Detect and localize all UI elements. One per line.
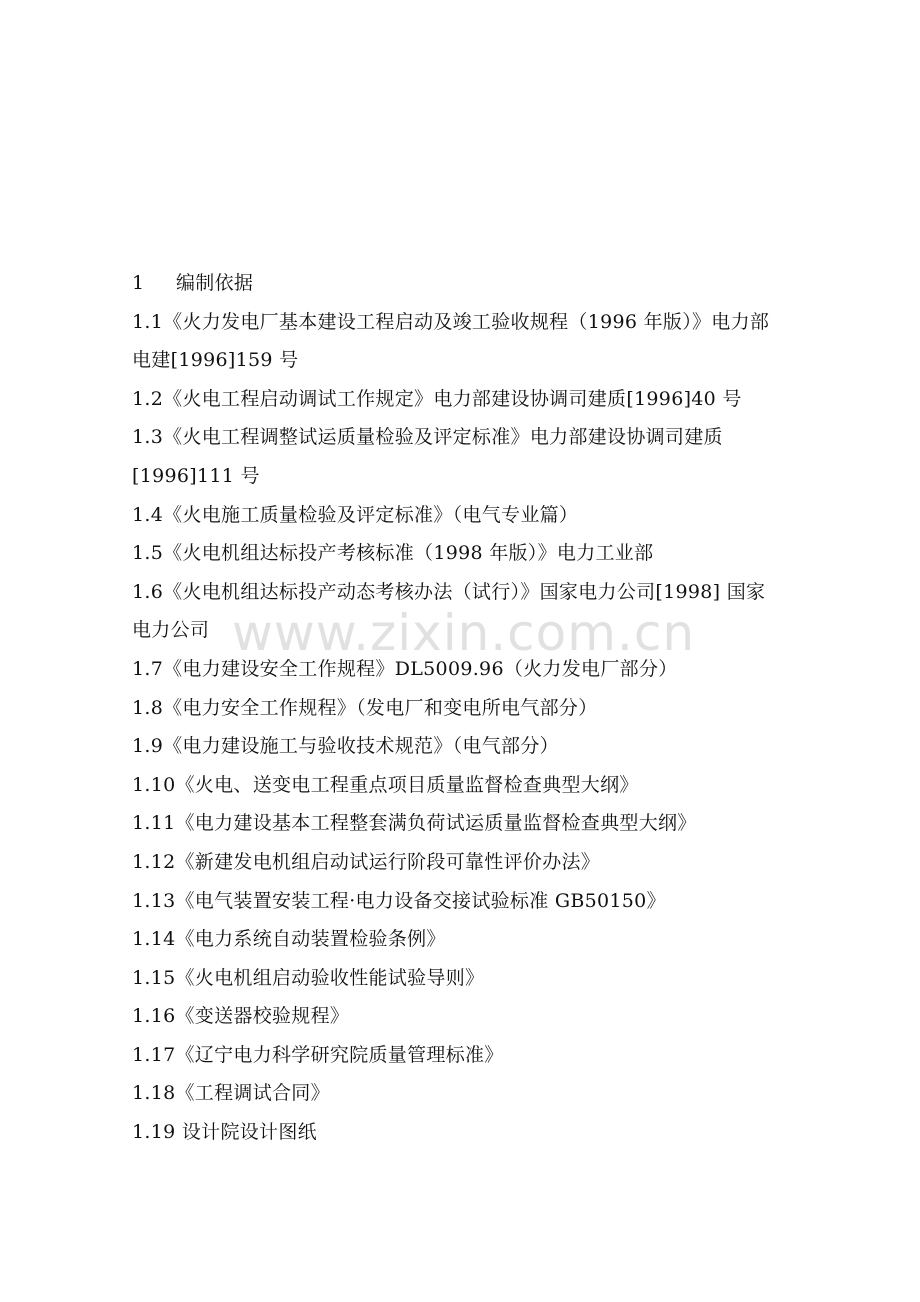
reference-line: 1.14《电力系统自动装置检验条例》 [132, 928, 446, 951]
section-heading [132, 264, 842, 303]
reference-line: 1.10《火电、送变电工程重点项目质量监督检查典型大纲》 [132, 773, 639, 796]
reference-line: 1.7《电力建设安全工作规程》DL5009.96（火力发电厂部分） [132, 657, 678, 680]
watermark: www.zixin.com.cn [232, 604, 696, 662]
reference-line: 1.11《电力建设基本工程整套满负荷试运质量监督检查典型大纲》 [132, 812, 697, 835]
reference-line: 1.19 设计院设计图纸 [132, 1121, 317, 1144]
reference-line: 1.4《火电施工质量检验及评定标准》（电气专业篇） [132, 503, 579, 526]
reference-line: 1.8《电力安全工作规程》（发电厂和变电所电气部分） [132, 696, 598, 719]
reference-line: 1.5《火电机组达标投产考核标准（1998 年版）》电力工业部 [132, 542, 654, 565]
reference-line: 1.9《电力建设施工与验收技术规范》（电气部分） [132, 735, 559, 758]
section-number: 1 [132, 272, 145, 294]
reference-line: 1.12《新建发电机组启动试运行阶段可靠性评价办法》 [132, 850, 601, 873]
reference-line: 电建[1996]159 号 [132, 349, 299, 372]
reference-line: 1.6《火电机组达标投产动态考核办法（试行）》国家电力公司[1998] 国家 [132, 580, 766, 603]
reference-line: 1.17《辽宁电力科学研究院质量管理标准》 [132, 1043, 504, 1066]
reference-line: 1.1《火力发电厂基本建设工程启动及竣工验收规程（1996 年版）》电力部 [132, 310, 770, 333]
section-title: 编制依据 [176, 272, 254, 294]
reference-line: 1.13《电气装置安装工程·电力设备交接试验标准 GB50150》 [132, 889, 666, 912]
reference-line: 电力公司 [132, 619, 210, 642]
reference-line: 1.3《火电工程调整试运质量检验及评定标准》电力部建设协调司建质 [132, 426, 723, 449]
reference-line: [1996]111 号 [132, 464, 260, 487]
reference-line: 1.16《变送器校验规程》 [132, 1005, 350, 1028]
document-body [132, 264, 842, 1152]
reference-line: 1.15《火电机组启动验收性能试验导则》 [132, 966, 485, 989]
reference-line: 1.2《火电工程启动调试工作规定》电力部建设协调司建质[1996]40 号 [132, 387, 742, 410]
reference-line: 1.18《工程调试合同》 [132, 1082, 330, 1105]
